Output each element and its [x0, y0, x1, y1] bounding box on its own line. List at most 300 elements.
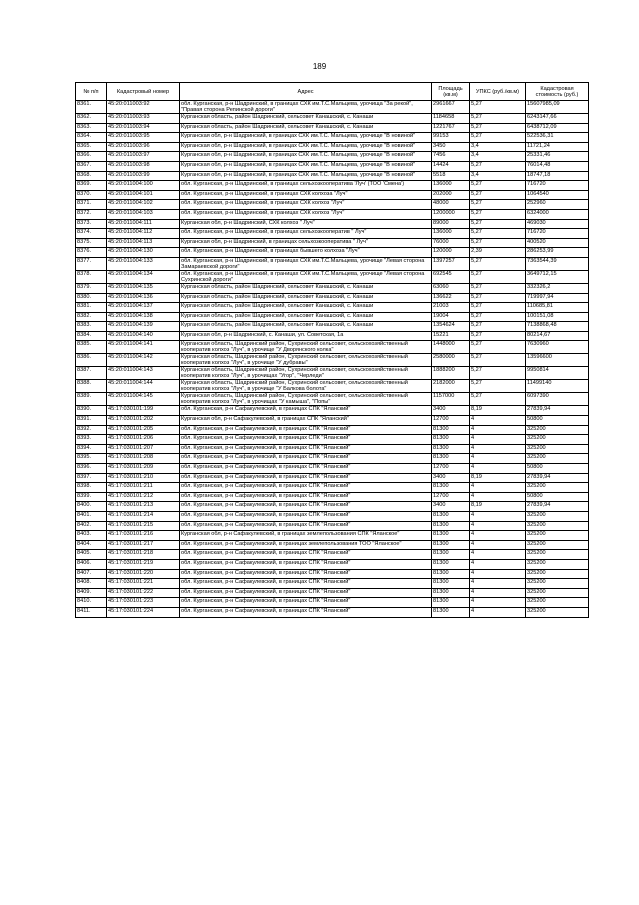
cell-upks: 4 [470, 569, 526, 579]
cell-cadastral-number: 45:20:011004:140 [107, 331, 180, 341]
cell-area: 1354624 [432, 322, 470, 332]
cell-area: 3400 [432, 502, 470, 512]
cell-cadastral-value: 13596600 [526, 354, 589, 367]
cell-area: 1448000 [432, 341, 470, 354]
cell-cadastral-value: 9950814 [526, 367, 589, 380]
cell-cadastral-value: 325200 [526, 444, 589, 454]
cell-area: 14424 [432, 161, 470, 171]
cell-cadastral-number: 45:17:030101:212 [107, 492, 180, 502]
cell-cadastral-value: 716720 [526, 229, 589, 239]
table-row [76, 416, 589, 426]
table-row [76, 521, 589, 531]
cell-upks: 4 [470, 464, 526, 474]
cell-address: обл. Курганская, р-н Шадринский, в границах СХК колхоз "Луч" [180, 200, 432, 210]
cell-area: 202000 [432, 190, 470, 200]
cell-cadastral-number: 45:20:011004:112 [107, 229, 180, 239]
cell-address: Курганская обл, р-н Шадринский, в границах СХК им.Т.С. Мальцева, урочище "В новиной" [180, 171, 432, 181]
cell-address: обл. Курганская, р-н Шадринский, в границах сельхозкооператива 'Луч' (ТОО 'Смена') [180, 181, 432, 191]
cell-address: обл. Курганская, р-н Шадринский, в границах бывшего колхоза "Луч" [180, 248, 432, 258]
cell-address: обл. Курганская, р-н Сафакулевский, в границах СПК "Яланский" [180, 579, 432, 589]
cell-upks: 5,27 [470, 393, 526, 406]
cell-number: 8396. [76, 464, 107, 474]
cell-address: обл. Курганская, р-н Шадринский, в границах СХК им.Т.С.Мальцева, урочища "За рекой", "Правая сторона Репинской дороги" [180, 101, 432, 114]
cell-cadastral-value: 7363544,39 [526, 257, 589, 270]
cell-cadastral-number: 45:17:030101:215 [107, 521, 180, 531]
table-row [76, 123, 589, 133]
cell-cadastral-value: 11499140 [526, 380, 589, 393]
cell-area: 15221 [432, 331, 470, 341]
cell-cadastral-value: 325200 [526, 512, 589, 522]
cell-upks: 4 [470, 483, 526, 493]
cell-cadastral-number: 45:17:030101:205 [107, 425, 180, 435]
cell-upks: 5,27 [470, 380, 526, 393]
cell-cadastral-number: 45:20:011004:100 [107, 181, 180, 191]
cell-cadastral-value: 50800 [526, 416, 589, 426]
cell-cadastral-number: 45:17:030101:217 [107, 540, 180, 550]
cell-area: 81300 [432, 531, 470, 541]
table-row [76, 219, 589, 229]
cell-area: 19004 [432, 312, 470, 322]
cell-cadastral-number: 45:20:011004:136 [107, 293, 180, 303]
cell-upks: 5,27 [470, 283, 526, 293]
table-row [76, 367, 589, 380]
cell-number: 8373. [76, 219, 107, 229]
cell-cadastral-value: 27839,94 [526, 502, 589, 512]
cell-upks: 4 [470, 559, 526, 569]
cell-address: обл. Курганская, р-н Шадринский, в границах СХК им.Т.С.Мальцева, урочище "Левая сторона Сухринской дороги" [180, 270, 432, 283]
cell-cadastral-value: 325200 [526, 425, 589, 435]
cell-cadastral-number: 45:20:011004:103 [107, 209, 180, 219]
cell-upks: 4 [470, 521, 526, 531]
cell-address: обл. Курганская, р-н Сафакулевский, в границах СПК "Яланский" [180, 406, 432, 416]
cell-area: 12700 [432, 492, 470, 502]
cell-area: 21003 [432, 303, 470, 313]
cell-number: 8370. [76, 190, 107, 200]
cell-address: обл. Курганская, р-н Сафакулевский, в границах СПК "Яланский" [180, 444, 432, 454]
page-number: 189 [312, 62, 327, 71]
cell-number: 8401. [76, 512, 107, 522]
cell-cadastral-number: 45:20:011003:99 [107, 171, 180, 181]
table-row [76, 331, 589, 341]
table-row [76, 454, 589, 464]
table-row [76, 142, 589, 152]
cell-number: 8405. [76, 550, 107, 560]
cell-cadastral-value: 110685,81 [526, 303, 589, 313]
column-header-number: № п/п [76, 83, 107, 101]
cell-number: 8382. [76, 312, 107, 322]
cell-cadastral-number: 45:20:011004:137 [107, 303, 180, 313]
cell-cadastral-value: 325200 [526, 559, 589, 569]
cell-cadastral-number: 45:20:011004:144 [107, 380, 180, 393]
cell-cadastral-number: 45:17:030101:220 [107, 569, 180, 579]
cell-cadastral-number: 45:17:030101:206 [107, 435, 180, 445]
cell-cadastral-value: 6243147,66 [526, 114, 589, 124]
cell-address: обл. Курганская, р-н Сафакулевский, в границах СПК "Яланский" [180, 569, 432, 579]
table-row [76, 161, 589, 171]
table-row [76, 248, 589, 258]
table-row [76, 293, 589, 303]
cell-number: 8388. [76, 380, 107, 393]
cell-address: обл. Курганская, р-н Сафакулевский, в границах СПК "Яланский" [180, 435, 432, 445]
cell-upks: 4 [470, 425, 526, 435]
table-row [76, 579, 589, 589]
cell-number: 8372. [76, 209, 107, 219]
table-row [76, 492, 589, 502]
cell-number: 8368. [76, 171, 107, 181]
cell-cadastral-number: 45:20:011004:139 [107, 322, 180, 332]
table-row [76, 181, 589, 191]
cell-cadastral-number: 45:20:011004:143 [107, 367, 180, 380]
cell-area: 3450 [432, 142, 470, 152]
cell-address: Курганская область, Шадринский район, Сухринский сельсовет, сельскохозяйственный кооператив колхоз "Луч", в урочище "У Дворянского колка" [180, 341, 432, 354]
cadastral-table [75, 82, 589, 618]
cell-cadastral-value: 719997,94 [526, 293, 589, 303]
cell-upks: 5,27 [470, 209, 526, 219]
cell-cadastral-number: 45:20:011004:130 [107, 248, 180, 258]
cell-cadastral-number: 45:20:011003:93 [107, 114, 180, 124]
table-body [76, 101, 589, 618]
table-row [76, 406, 589, 416]
cell-address: обл. Курганская, р-н Сафакулевский, в границах СПК "Яланский" [180, 550, 432, 560]
cell-cadastral-value: 50800 [526, 492, 589, 502]
table-header-row [76, 83, 589, 101]
cell-area: 81300 [432, 559, 470, 569]
cell-cadastral-value: 11721,24 [526, 142, 589, 152]
cell-address: Курганская область, Шадринский район, Сухринский сельсовет, сельскохозяйственный кооператив колхоз "Луч", в урочищах "У камыша", "Попы" [180, 393, 432, 406]
cell-area: 48000 [432, 200, 470, 210]
cell-area: 81300 [432, 435, 470, 445]
cell-number: 8389. [76, 393, 107, 406]
cell-cadastral-value: 6324000 [526, 209, 589, 219]
cell-upks: 4 [470, 435, 526, 445]
cell-upks: 5,27 [470, 312, 526, 322]
cell-cadastral-value: 27839,94 [526, 406, 589, 416]
cell-cadastral-value: 325200 [526, 588, 589, 598]
cell-area: 3400 [432, 406, 470, 416]
cell-cadastral-number: 45:20:011004:101 [107, 190, 180, 200]
cell-upks: 3,4 [470, 171, 526, 181]
table-row [76, 550, 589, 560]
cell-number: 8380. [76, 293, 107, 303]
cell-cadastral-number: 45:20:011003:94 [107, 123, 180, 133]
cell-address: обл. Курганская, р-н Сафакулевский, в границах СПК "Яланский" [180, 521, 432, 531]
cell-address: Курганская обл, р-н Сафакулевский, в границах землепользования СПК "Яланское" [180, 531, 432, 541]
cell-address: Курганская область, район Шадринский, сельсовет Канашский, с. Канаши [180, 283, 432, 293]
table-row [76, 341, 589, 354]
cell-cadastral-value: 6097390 [526, 393, 589, 406]
cell-address: обл. Курганская, р-н Сафакулевский, в границах СПК "Яланский" [180, 559, 432, 569]
cell-area: 81300 [432, 483, 470, 493]
cell-cadastral-number: 45:17:030101:223 [107, 598, 180, 608]
cell-number: 8371. [76, 200, 107, 210]
cell-number: 8375. [76, 238, 107, 248]
table-row [76, 464, 589, 474]
cell-area: 136622 [432, 293, 470, 303]
cell-area: 5518 [432, 171, 470, 181]
cell-number: 8366. [76, 152, 107, 162]
cell-upks: 4 [470, 512, 526, 522]
cell-number: 8361. [76, 101, 107, 114]
table-row [76, 303, 589, 313]
cell-cadastral-number: 45:17:030101:216 [107, 531, 180, 541]
cell-upks: 5,27 [470, 303, 526, 313]
cell-number: 8411. [76, 607, 107, 617]
cell-area: 81300 [432, 588, 470, 598]
cell-area: 12700 [432, 464, 470, 474]
cell-cadastral-value: 25331,46 [526, 152, 589, 162]
cell-upks: 5,27 [470, 133, 526, 143]
column-header-cadastral-number: Кадастровый номер [107, 83, 180, 101]
cell-address: обл. Курганская, р-н Сафакулевский, в границах СПК "Яланский" [180, 492, 432, 502]
cell-number: 8369. [76, 181, 107, 191]
table-row [76, 354, 589, 367]
cell-number: 8387. [76, 367, 107, 380]
cell-area: 1397257 [432, 257, 470, 270]
cell-cadastral-number: 45:20:011004:134 [107, 270, 180, 283]
table-row [76, 393, 589, 406]
cell-upks: 5,27 [470, 123, 526, 133]
cell-cadastral-number: 45:20:011004:102 [107, 200, 180, 210]
table-row [76, 257, 589, 270]
cell-upks: 4 [470, 416, 526, 426]
cell-address: обл. Курганская, р-н Сафакулевский, в границах СПК "Яланский" [180, 598, 432, 608]
cell-upks: 5,27 [470, 367, 526, 380]
cell-cadastral-number: 45:20:011004:113 [107, 238, 180, 248]
cell-cadastral-number: 45:17:030101:218 [107, 550, 180, 560]
cell-number: 8391. [76, 416, 107, 426]
cell-address: Курганская область, район Шадринский, сельсовет Канашский, с. Канаши [180, 123, 432, 133]
cell-upks: 4 [470, 607, 526, 617]
table-row [76, 435, 589, 445]
cell-cadastral-number: 45:20:011004:145 [107, 393, 180, 406]
table-row [76, 483, 589, 493]
cell-cadastral-value: 325200 [526, 569, 589, 579]
cell-upks: 8,19 [470, 473, 526, 483]
cell-address: обл. Курганская, р-н Сафакулевский, в границах СПК "Яланский" [180, 464, 432, 474]
cell-address: Курганская область, район Шадринский, сельсовет Канашский, с. Канаши [180, 312, 432, 322]
cell-cadastral-number: 45:17:030101:219 [107, 559, 180, 569]
cell-cadastral-number: 45:17:030101:208 [107, 454, 180, 464]
cell-area: 1200000 [432, 209, 470, 219]
column-header-upks: УПКС (руб./кв.м) [470, 83, 526, 101]
cell-number: 8395. [76, 454, 107, 464]
table-row [76, 133, 589, 143]
cell-address: Курганская область, Шадринский район, Сухринский сельсовет, сельскохозяйственный кооператив колхоз "Луч", в урочище "У дубравы" [180, 354, 432, 367]
table-row [76, 559, 589, 569]
cell-address: обл. Курганская, р-н Сафакулевский, в границах СПК "Яланский" [180, 607, 432, 617]
column-header-address: Адрес [180, 83, 432, 101]
cell-upks: 5,27 [470, 200, 526, 210]
cell-address: Курганская область, район Шадринский, сельсовет Канашский, с. Канаши [180, 114, 432, 124]
cell-area: 1184658 [432, 114, 470, 124]
cell-number: 8407. [76, 569, 107, 579]
table-row [76, 540, 589, 550]
cell-address: обл. Курганская, р-н Шадринский, в границах СХК колхоза "Луч" [180, 190, 432, 200]
cell-upks: 3,4 [470, 152, 526, 162]
cell-cadastral-number: 45:17:030101:221 [107, 579, 180, 589]
table-row [76, 425, 589, 435]
cell-number: 8379. [76, 283, 107, 293]
cell-number: 8409. [76, 588, 107, 598]
table-row [76, 569, 589, 579]
cell-upks: 5,27 [470, 341, 526, 354]
cell-upks: 5,27 [470, 101, 526, 114]
cell-cadastral-number: 45:20:011003:95 [107, 133, 180, 143]
table-row [76, 270, 589, 283]
cell-upks: 5,27 [470, 161, 526, 171]
cell-area: 136000 [432, 229, 470, 239]
cell-number: 8363. [76, 123, 107, 133]
cell-cadastral-value: 1064540 [526, 190, 589, 200]
cell-area: 1157000 [432, 393, 470, 406]
cell-number: 8404. [76, 540, 107, 550]
table-row [76, 190, 589, 200]
cell-area: 63060 [432, 283, 470, 293]
cell-upks: 5,27 [470, 219, 526, 229]
cell-area: 12700 [432, 416, 470, 426]
cell-number: 8381. [76, 303, 107, 313]
cell-cadastral-number: 45:20:011003:98 [107, 161, 180, 171]
cell-address: обл. Курганская, р-н Шадринский, в границах СХК колхоз "Луч" [180, 209, 432, 219]
cell-upks: 4 [470, 492, 526, 502]
cell-number: 8397. [76, 473, 107, 483]
cell-cadastral-number: 45:17:030101:213 [107, 502, 180, 512]
cell-address: Курганская область, район Шадринский, сельсовет Канашский, с. Канаши [180, 322, 432, 332]
cell-area: 2182000 [432, 380, 470, 393]
cell-address: обл. Курганская, р-н Шадринский, в границах сельхозкооператив " Луч" [180, 229, 432, 239]
cell-address: обл. Курганская, р-н Сафакулевский, в границах СПК "Яланский" [180, 473, 432, 483]
cell-cadastral-value: 325200 [526, 435, 589, 445]
cell-upks: 8,19 [470, 502, 526, 512]
cell-cadastral-number: 45:17:030101:202 [107, 416, 180, 426]
cell-cadastral-number: 45:20:011004:138 [107, 312, 180, 322]
cell-address: Курганская обл, р-н Шадринский, в границах СХК им.Т.С. Мальцева, урочище "В новиной" [180, 161, 432, 171]
cell-area: 89000 [432, 219, 470, 229]
cell-upks: 5,27 [470, 238, 526, 248]
cell-cadastral-value: 7630960 [526, 341, 589, 354]
cell-cadastral-value: 325200 [526, 483, 589, 493]
cell-address: обл. Курганская, р-н Сафакулевский, в границах СПК "Яланский" [180, 502, 432, 512]
cell-cadastral-value: 400520 [526, 238, 589, 248]
cell-cadastral-value: 252960 [526, 200, 589, 210]
cell-cadastral-value: 3649712,15 [526, 270, 589, 283]
cell-number: 8384. [76, 331, 107, 341]
cell-cadastral-number: 45:17:030101:210 [107, 473, 180, 483]
cell-number: 8364. [76, 133, 107, 143]
cell-number: 8367. [76, 161, 107, 171]
cell-upks: 4 [470, 550, 526, 560]
cell-cadastral-value: 325200 [526, 540, 589, 550]
cell-upks: 4 [470, 454, 526, 464]
cell-address: Курганская область, Шадринский район, Сухринский сельсовет, сельскохозяйственный кооператив колхоз "Луч", в урочищах "Угор", "Черледи" [180, 367, 432, 380]
table-row [76, 114, 589, 124]
cell-area: 81300 [432, 598, 470, 608]
cell-area: 81300 [432, 607, 470, 617]
cell-cadastral-value: 76014,48 [526, 161, 589, 171]
cell-cadastral-number: 45:17:030101:207 [107, 444, 180, 454]
cell-cadastral-value: 80214,67 [526, 331, 589, 341]
cell-upks: 5,27 [470, 114, 526, 124]
cell-upks: 4 [470, 444, 526, 454]
cell-cadastral-value: 325200 [526, 531, 589, 541]
cell-area: 81300 [432, 521, 470, 531]
cell-upks: 4 [470, 588, 526, 598]
cell-cadastral-number: 45:17:030101:214 [107, 512, 180, 522]
cell-cadastral-value: 100151,08 [526, 312, 589, 322]
table-row [76, 209, 589, 219]
cell-number: 8402. [76, 521, 107, 531]
cell-area: 3400 [432, 473, 470, 483]
cell-number: 8376. [76, 248, 107, 258]
table-row [76, 312, 589, 322]
cell-cadastral-value: 286253,99 [526, 248, 589, 258]
cell-upks: 4 [470, 598, 526, 608]
cell-upks: 4 [470, 531, 526, 541]
cell-address: обл. Курганская, р-н Сафакулевский, в границах СПК "Яланский" [180, 588, 432, 598]
cell-area: 76000 [432, 238, 470, 248]
cell-address: обл. Курганская, р-н Сафакулевский, в границах СПК "Яланский" [180, 483, 432, 493]
table-row [76, 229, 589, 239]
cell-area: 1888200 [432, 367, 470, 380]
cell-number: 8385. [76, 341, 107, 354]
cell-area: 2580000 [432, 354, 470, 367]
cell-cadastral-value: 325200 [526, 598, 589, 608]
cell-cadastral-value: 325200 [526, 607, 589, 617]
table-row [76, 380, 589, 393]
cell-number: 8393. [76, 435, 107, 445]
cell-number: 8374. [76, 229, 107, 239]
cell-upks: 5,27 [470, 181, 526, 191]
cell-address: Курганская обл, р-н Шадринский, в границах сельхозкооператива " Луч" [180, 238, 432, 248]
cell-number: 8403. [76, 531, 107, 541]
cell-area: 120000 [432, 248, 470, 258]
table-row [76, 200, 589, 210]
cell-address: Курганская обл, р-н Шадринский, в границах СХК им.Т.С. Мальцева, урочище "В новиной" [180, 152, 432, 162]
cell-area: 7456 [432, 152, 470, 162]
table-row [76, 502, 589, 512]
cell-upks: 5,27 [470, 331, 526, 341]
cell-cadastral-number: 45:20:011004:133 [107, 257, 180, 270]
cell-number: 8408. [76, 579, 107, 589]
cell-number: 8398. [76, 483, 107, 493]
cell-cadastral-value: 522536,31 [526, 133, 589, 143]
cell-area: 99153 [432, 133, 470, 143]
cell-cadastral-number: 45:20:011003:92 [107, 101, 180, 114]
cell-number: 8377. [76, 257, 107, 270]
cell-cadastral-value: 50800 [526, 464, 589, 474]
cell-address: обл. Курганская, р-н Сафакулевский, в границах СПК "Яланский" [180, 425, 432, 435]
cell-address: Курганская обл, р-н Шадринский, в границах СХК им.Т.С. Мальцева, урочище "В новиной" [180, 142, 432, 152]
cell-area: 81300 [432, 569, 470, 579]
cell-cadastral-value: 325200 [526, 521, 589, 531]
cell-cadastral-number: 45:20:011003:97 [107, 152, 180, 162]
table-row [76, 238, 589, 248]
cell-cadastral-value: 7138868,48 [526, 322, 589, 332]
cell-cadastral-number: 45:20:011004:141 [107, 341, 180, 354]
cell-upks: 4 [470, 579, 526, 589]
cell-cadastral-value: 6438712,09 [526, 123, 589, 133]
cell-address: Курганская обл, р-н Шадринский, СХК колхоз " Луч" [180, 219, 432, 229]
table-row [76, 101, 589, 114]
cell-cadastral-number: 45:17:030101:199 [107, 406, 180, 416]
cell-address: обл. Курганская, р-н Сафакулевский, в границах землепользования ТОО "Яланское" [180, 540, 432, 550]
cell-cadastral-value: 332326,2 [526, 283, 589, 293]
cell-address: Курганская обл, р-н Сафакулевский, в границах СПК "Яланский" [180, 416, 432, 426]
cell-cadastral-number: 45:17:030101:222 [107, 588, 180, 598]
cell-address: Курганская область, Шадринский район, Сухринский сельсовет, сельскохозяйственный кооператив колхоз "Луч", в урочище "У Балкова болота" [180, 380, 432, 393]
cell-cadastral-number: 45:20:011003:96 [107, 142, 180, 152]
cell-cadastral-number: 45:20:011004:111 [107, 219, 180, 229]
